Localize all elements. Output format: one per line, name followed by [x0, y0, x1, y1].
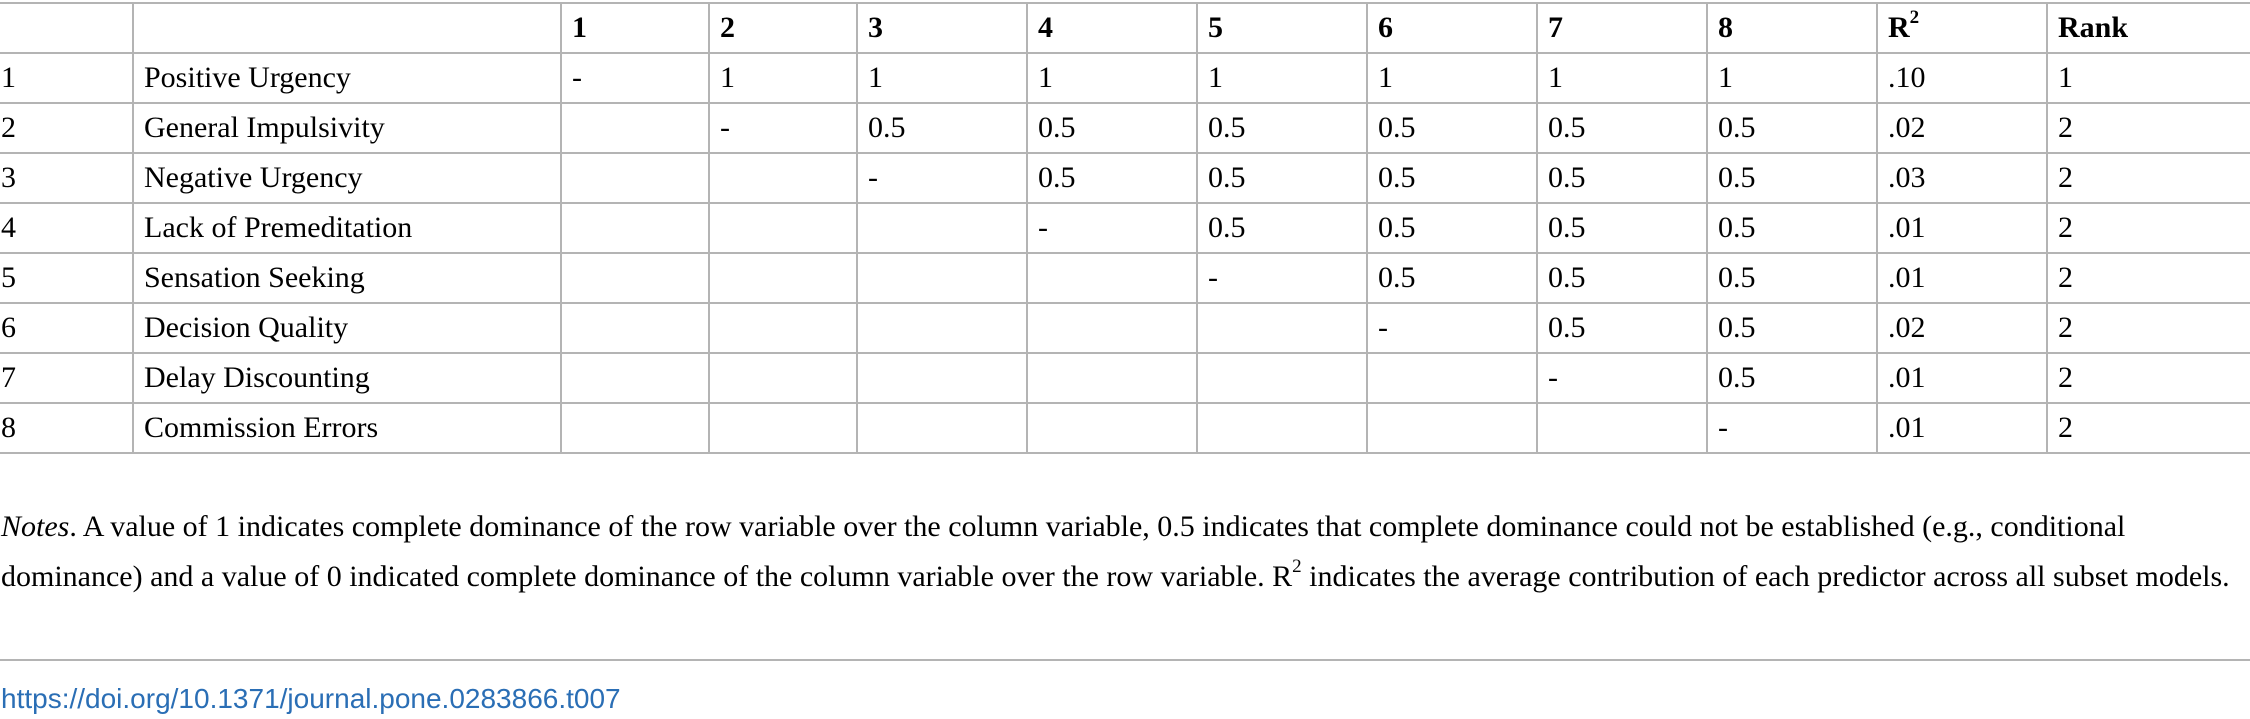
- header-r2: [1877, 3, 2047, 53]
- notes-sup: 2: [1292, 556, 1302, 577]
- table-row: [0, 353, 2250, 403]
- dominance-cell: 0.5: [1707, 303, 1877, 353]
- r2-cell: .01: [1877, 403, 2047, 453]
- dominance-cell: 1: [857, 53, 1027, 103]
- rank-cell: 2: [2047, 253, 2250, 303]
- row-index-cell: 8: [0, 403, 133, 453]
- dominance-cell: -: [709, 103, 857, 153]
- dominance-cell: 0.5: [1537, 203, 1707, 253]
- dominance-cell: [1027, 403, 1197, 453]
- dominance-cell: [709, 203, 857, 253]
- notes-text-b: indicates the average contribution of each predictor across all subset models.: [1301, 560, 2230, 593]
- dominance-cell: [857, 403, 1027, 453]
- dominance-cell: 0.5: [1027, 103, 1197, 153]
- dominance-cell: -: [1537, 353, 1707, 403]
- table-row: [0, 103, 2250, 153]
- dominance-cell: [709, 403, 857, 453]
- dominance-cell: 0.5: [1367, 203, 1537, 253]
- footer-divider: [0, 659, 2250, 661]
- row-index-cell: 4: [0, 203, 133, 253]
- r2-cell: .01: [1877, 353, 2047, 403]
- dominance-cell: 0.5: [1197, 103, 1367, 153]
- dominance-cell: 1: [1707, 53, 1877, 103]
- header-col-4: 4: [1027, 3, 1197, 53]
- rank-cell: 2: [2047, 203, 2250, 253]
- r2-cell: .02: [1877, 103, 2047, 153]
- dominance-cell: 1: [709, 53, 857, 103]
- dominance-cell: 0.5: [1537, 303, 1707, 353]
- header-col-3: 3: [857, 3, 1027, 53]
- dominance-cell: 0.5: [1367, 153, 1537, 203]
- dominance-cell: 0.5: [1707, 153, 1877, 203]
- dominance-cell: 0.5: [1707, 253, 1877, 303]
- r2-base: R: [1888, 11, 1910, 44]
- header-col-7: 7: [1537, 3, 1707, 53]
- row-name-cell: Negative Urgency: [133, 153, 561, 203]
- dominance-cell: -: [561, 53, 709, 103]
- dominance-cell: [1367, 403, 1537, 453]
- row-name-cell: Decision Quality: [133, 303, 561, 353]
- r2-cell: .03: [1877, 153, 2047, 203]
- row-name-cell: Positive Urgency: [133, 53, 561, 103]
- rank-cell: 2: [2047, 403, 2250, 453]
- dominance-cell: 0.5: [1707, 103, 1877, 153]
- header-col-5: 5: [1197, 3, 1367, 53]
- rank-cell: 1: [2047, 53, 2250, 103]
- r2-cell: .01: [1877, 203, 2047, 253]
- header-col-2: 2: [709, 3, 857, 53]
- dominance-cell: [561, 403, 709, 453]
- table-row: [0, 53, 2250, 103]
- row-index-cell: 2: [0, 103, 133, 153]
- dominance-cell: [561, 103, 709, 153]
- dominance-cell: [857, 253, 1027, 303]
- notes-lead: Notes: [1, 510, 70, 543]
- dominance-cell: 0.5: [1367, 253, 1537, 303]
- row-index-cell: 6: [0, 303, 133, 353]
- dominance-cell: [857, 353, 1027, 403]
- row-name-cell: General Impulsivity: [133, 103, 561, 153]
- dominance-cell: [709, 153, 857, 203]
- dominance-cell: [1027, 353, 1197, 403]
- dominance-cell: [1197, 303, 1367, 353]
- dominance-cell: [709, 253, 857, 303]
- dominance-cell: 1: [1197, 53, 1367, 103]
- dominance-cell: [561, 353, 709, 403]
- r2-sup: 2: [1909, 7, 1920, 28]
- r2-cell: .02: [1877, 303, 2047, 353]
- dominance-cell: -: [1027, 203, 1197, 253]
- rank-cell: 2: [2047, 303, 2250, 353]
- table-row: [0, 153, 2250, 203]
- row-index-cell: 1: [0, 53, 133, 103]
- table-row: [0, 203, 2250, 253]
- notes-text-a: . A value of 1 indicates complete dominance of the row variable over the column variable, 0.5 indicates that complete dominance could not be established (e.g., conditional dominance) and a value of 0 indicated complete dominance of the column variable over the row variable. R: [1, 510, 2126, 593]
- dominance-cell: [1537, 403, 1707, 453]
- header-col-8: 8: [1707, 3, 1877, 53]
- header-index-cell: [0, 3, 133, 53]
- dominance-cell: [1367, 353, 1537, 403]
- dominance-cell: 0.5: [1537, 253, 1707, 303]
- dominance-cell: -: [1197, 253, 1367, 303]
- dominance-cell: 1: [1537, 53, 1707, 103]
- dominance-cell: [857, 303, 1027, 353]
- table-row: [0, 303, 2250, 353]
- dominance-cell: 0.5: [1537, 103, 1707, 153]
- dominance-cell: [857, 203, 1027, 253]
- dominance-cell: [1197, 403, 1367, 453]
- r2-cell: .01: [1877, 253, 2047, 303]
- rank-cell: 2: [2047, 103, 2250, 153]
- table-row: [0, 253, 2250, 303]
- doi-link[interactable]: https://doi.org/10.1371/journal.pone.0283866.t007: [1, 683, 621, 714]
- dominance-cell: 1: [1367, 53, 1537, 103]
- header-name-cell: [133, 3, 561, 53]
- rank-cell: 2: [2047, 153, 2250, 203]
- dominance-cell: [561, 203, 709, 253]
- dominance-cell: -: [857, 153, 1027, 203]
- row-name-cell: Sensation Seeking: [133, 253, 561, 303]
- dominance-cell: [709, 353, 857, 403]
- dominance-cell: [1027, 303, 1197, 353]
- dominance-cell: 0.5: [1707, 353, 1877, 403]
- r2-cell: .10: [1877, 53, 2047, 103]
- table-notes: [1, 502, 2231, 602]
- dominance-cell: 0.5: [1537, 153, 1707, 203]
- dominance-cell: [561, 153, 709, 203]
- row-name-cell: Commission Errors: [133, 403, 561, 453]
- row-name-cell: Lack of Premeditation: [133, 203, 561, 253]
- header-col-6: 6: [1367, 3, 1537, 53]
- dominance-cell: 0.5: [1197, 153, 1367, 203]
- dominance-cell: [1027, 253, 1197, 303]
- dominance-cell: [561, 253, 709, 303]
- dominance-cell: -: [1707, 403, 1877, 453]
- table-row: [0, 403, 2250, 453]
- header-rank: Rank: [2047, 3, 2250, 53]
- dominance-cell: 0.5: [1027, 153, 1197, 203]
- dominance-cell: 0.5: [1197, 203, 1367, 253]
- header-row: [0, 3, 2250, 53]
- dominance-table: [0, 2, 2250, 454]
- row-name-cell: Delay Discounting: [133, 353, 561, 403]
- dominance-cell: [709, 303, 857, 353]
- dominance-cell: [1197, 353, 1367, 403]
- row-index-cell: 3: [0, 153, 133, 203]
- dominance-cell: -: [1367, 303, 1537, 353]
- row-index-cell: 5: [0, 253, 133, 303]
- rank-cell: 2: [2047, 353, 2250, 403]
- dominance-cell: 0.5: [1707, 203, 1877, 253]
- dominance-cell: 0.5: [1367, 103, 1537, 153]
- header-col-1: 1: [561, 3, 709, 53]
- dominance-cell: 1: [1027, 53, 1197, 103]
- dominance-cell: [561, 303, 709, 353]
- dominance-cell: 0.5: [857, 103, 1027, 153]
- row-index-cell: 7: [0, 353, 133, 403]
- table-body: [0, 53, 2250, 453]
